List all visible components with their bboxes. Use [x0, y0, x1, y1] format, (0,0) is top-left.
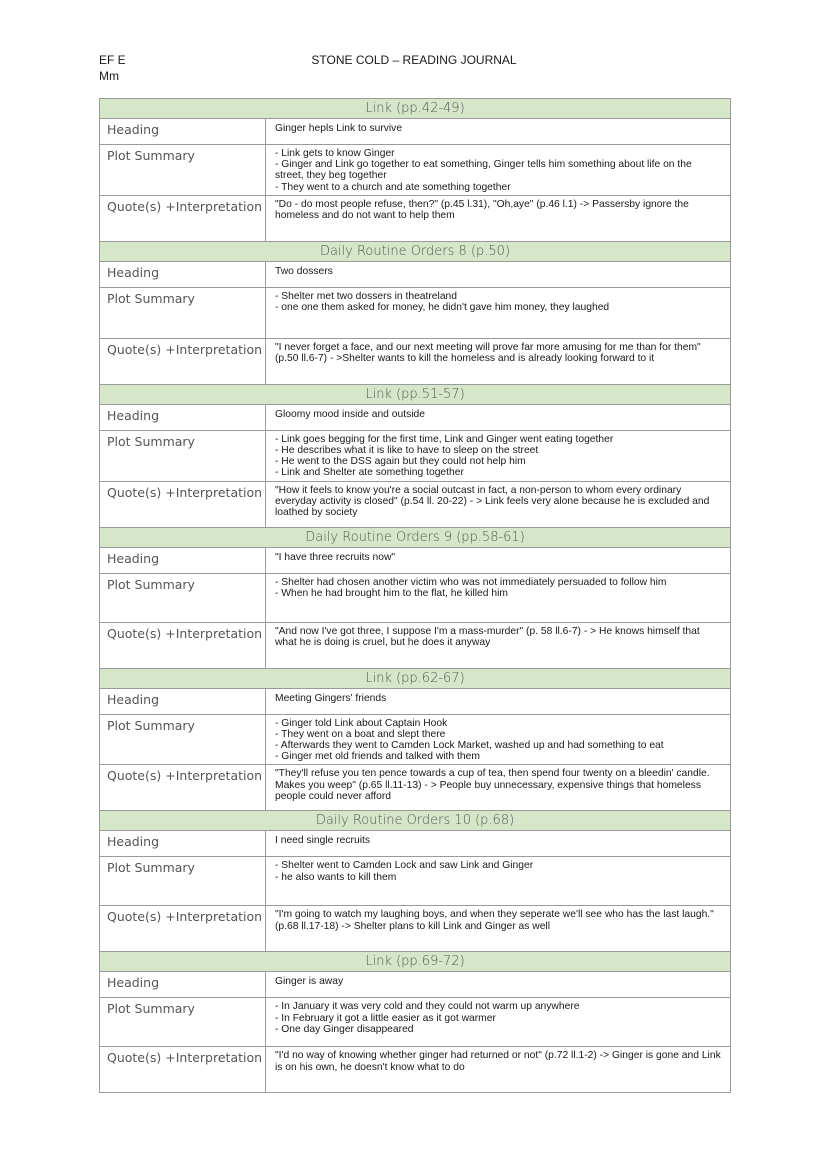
quote-label-line1: Quote(s) + [107, 625, 176, 641]
quote-label-line2: Interpretation [175, 909, 263, 925]
quote-row [100, 906, 731, 952]
quote-value [266, 338, 731, 384]
plot-summary-point: - He went to the DSS again but they could not help him [275, 456, 526, 468]
quote-text: "How it feels to know you're a social outcast in fact, a non-person to whom every ordinary everyday activity is closed" (p.54 ll. 20-22) - > Link feels very alone because he is excluded and loathed by society [275, 484, 710, 519]
heading-label: Heading [100, 688, 266, 714]
heading-label: Heading [100, 547, 266, 573]
quote-label [100, 338, 266, 384]
quote-value [266, 765, 731, 811]
heading-label: Heading [100, 404, 266, 430]
heading-text: Meeting Gingers' friends [275, 692, 387, 704]
heading-text: "I have three recruits now" [275, 551, 396, 563]
plot-summary-point: - Shelter went to Camden Lock and saw Link and Ginger [275, 860, 534, 872]
plot-summary-value [266, 145, 731, 196]
heading-row [100, 831, 731, 857]
plot-summary-point: - He describes what it is like to have to sleep on the street [275, 445, 539, 457]
plot-summary-row [100, 573, 731, 622]
plot-summary-value [266, 430, 731, 481]
heading-label: Heading [100, 972, 266, 998]
plot-summary-point: - he also wants to kill them [275, 871, 397, 883]
journal-body [100, 99, 731, 1093]
heading-label: Heading [100, 261, 266, 287]
plot-summary-point: - Ginger met old friends and talked with them [275, 751, 480, 763]
plot-summary-point: - one one them asked for money, he didn't gave him money, they laughed [275, 302, 610, 314]
heading-label: Heading [100, 831, 266, 857]
quote-row [100, 765, 731, 811]
heading-value [266, 547, 731, 573]
plot-summary-row [100, 287, 731, 338]
heading-row [100, 404, 731, 430]
quote-label-line2: Interpretation [175, 484, 263, 500]
quote-row [100, 338, 731, 384]
heading-text: Two dossers [275, 265, 333, 277]
quote-label [100, 906, 266, 952]
quote-value [266, 1047, 731, 1093]
plot-summary-label: Plot Summary [100, 998, 266, 1047]
plot-summary-point: - When he had brought him to the flat, he killed him [275, 587, 508, 599]
reading-journal-table [99, 98, 731, 1093]
heading-value [266, 972, 731, 998]
plot-summary-value [266, 287, 731, 338]
quote-text: "Do - do most people refuse, then?" (p.45 l.31), "Oh,aye" (p.46 l.1) -> Passersby ignore the homeless and do not want to help them [275, 198, 689, 222]
section-title-row [100, 527, 731, 547]
heading-row [100, 547, 731, 573]
quote-value [266, 906, 731, 952]
plot-summary-label: Plot Summary [100, 287, 266, 338]
quote-label [100, 195, 266, 241]
quote-row [100, 1047, 731, 1093]
section-title: Link (pp.42-49) [100, 99, 731, 119]
heading-value [266, 119, 731, 145]
section-title-row [100, 384, 731, 404]
heading-text: Ginger is away [275, 976, 344, 988]
section-title-row [100, 241, 731, 261]
heading-value [266, 688, 731, 714]
quote-label [100, 1047, 266, 1093]
quote-label-line2: Interpretation [175, 1050, 263, 1066]
plot-summary-row [100, 998, 731, 1047]
plot-summary-value [266, 857, 731, 906]
heading-value [266, 404, 731, 430]
plot-summary-point: - Link goes begging for the first time, Link and Ginger went eating together [275, 433, 614, 445]
plot-summary-value [266, 998, 731, 1047]
heading-row [100, 688, 731, 714]
heading-text: Gloomy mood inside and outside [275, 408, 425, 420]
plot-summary-point: - In January it was very cold and they could not warm up anywhere [275, 1001, 580, 1013]
plot-summary-point: - In February it got a little easier as it got warmer [275, 1012, 496, 1024]
plot-summary-row [100, 145, 731, 196]
quote-label-line1: Quote(s) + [107, 198, 176, 214]
plot-summary-row [100, 857, 731, 906]
quote-label-line1: Quote(s) + [107, 768, 176, 784]
quote-label-line2: Interpretation [175, 198, 263, 214]
quote-label-line2: Interpretation [175, 768, 263, 784]
plot-summary-label: Plot Summary [100, 714, 266, 765]
heading-label: Heading [100, 119, 266, 145]
heading-value [266, 831, 731, 857]
heading-value [266, 261, 731, 287]
class-code: EF E [99, 53, 126, 67]
quote-row [100, 195, 731, 241]
section-title-row [100, 811, 731, 831]
plot-summary-label: Plot Summary [100, 857, 266, 906]
quote-row [100, 622, 731, 668]
quote-value [266, 622, 731, 668]
section-title: Link (pp.62-67) [100, 668, 731, 688]
heading-text: I need single recruits [275, 835, 371, 847]
page-title: STONE COLD – READING JOURNAL [311, 53, 517, 67]
section-title: Daily Routine Orders 8 (p.50) [100, 241, 731, 261]
plot-summary-label: Plot Summary [100, 430, 266, 481]
plot-summary-point: - Shelter met two dossers in theatreland [275, 290, 458, 302]
quote-label-line1: Quote(s) + [107, 909, 176, 925]
plot-summary-row [100, 714, 731, 765]
section-title: Link (pp.69-72) [100, 952, 731, 972]
heading-row [100, 261, 731, 287]
quote-text: "They'll refuse you ten pence towards a cup of tea, then spend four twenty on a bleedin' candle. Makes you weep" (p.65 ll.11-13) - > People buy unnecessary, expensive things that homeless people could never afford [275, 768, 710, 802]
plot-summary-value [266, 714, 731, 765]
plot-summary-point: - Ginger and Link go together to eat something, Ginger tells him something about life on the street, they beg together [275, 159, 692, 182]
plot-summary-value [266, 573, 731, 622]
section-title: Link (pp.51-57) [100, 384, 731, 404]
quote-value [266, 195, 731, 241]
quote-label [100, 622, 266, 668]
section-title: Daily Routine Orders 10 (p.68) [100, 811, 731, 831]
heading-row [100, 119, 731, 145]
plot-summary-label: Plot Summary [100, 573, 266, 622]
quote-label-line2: Interpretation [175, 625, 263, 641]
quote-text: "I'd no way of knowing whether ginger had returned or not" (p.72 ll.1-2) -> Ginger is gone and Link is on his own, he doesn't know what to do [275, 1050, 721, 1073]
quote-row [100, 481, 731, 527]
quote-text: "I never forget a face, and our next meeting will prove far more amusing for me than for them" (p.50 ll.6-7) - >Shelter wants to kill the homeless and is already looking forward to it [275, 341, 701, 365]
section-title-row [100, 668, 731, 688]
plot-summary-label: Plot Summary [100, 145, 266, 196]
section-title: Daily Routine Orders 9 (pp.58-61) [100, 527, 731, 547]
plot-summary-point: - Link gets to know Ginger [275, 148, 395, 159]
plot-summary-point: - Shelter had chosen another victim who was not immediately persuaded to follow him [275, 576, 667, 588]
plot-summary-row [100, 430, 731, 481]
quote-label [100, 481, 266, 527]
quote-label-line1: Quote(s) + [107, 484, 176, 500]
plot-summary-point: - They went on a boat and slept there [275, 728, 446, 740]
quote-text: "I'm going to watch my laughing boys, and when they seperate we'll see who has the last laugh." (p.68 ll.17-18) -> Shelter plans to kill Link and Ginger as well [275, 909, 714, 932]
plot-summary-point: - Ginger told Link about Captain Hook [275, 717, 448, 729]
plot-summary-point: - Link and Shelter ate something together [275, 467, 464, 479]
quote-label-line2: Interpretation [175, 341, 263, 357]
quote-label [100, 765, 266, 811]
quote-label-line1: Quote(s) + [107, 341, 176, 357]
student-initials: Mm [99, 69, 119, 83]
heading-text: Ginger hepls Link to survive [275, 123, 403, 134]
quote-value [266, 481, 731, 527]
plot-summary-point: - They went to a church and ate something together [275, 181, 511, 193]
plot-summary-point: - Afterwards they went to Camden Lock Market, washed up and had something to eat [275, 740, 664, 752]
section-title-row [100, 952, 731, 972]
plot-summary-point: - One day Ginger disappeared [275, 1023, 414, 1035]
quote-label-line1: Quote(s) + [107, 1050, 176, 1066]
heading-row [100, 972, 731, 998]
quote-text: "And now I've got three, I suppose I'm a mass-murder" (p. 58 ll.6-7) - > He knows himself that what he is doing is cruel, but he does it anyway [275, 625, 700, 648]
section-title-row [100, 99, 731, 119]
